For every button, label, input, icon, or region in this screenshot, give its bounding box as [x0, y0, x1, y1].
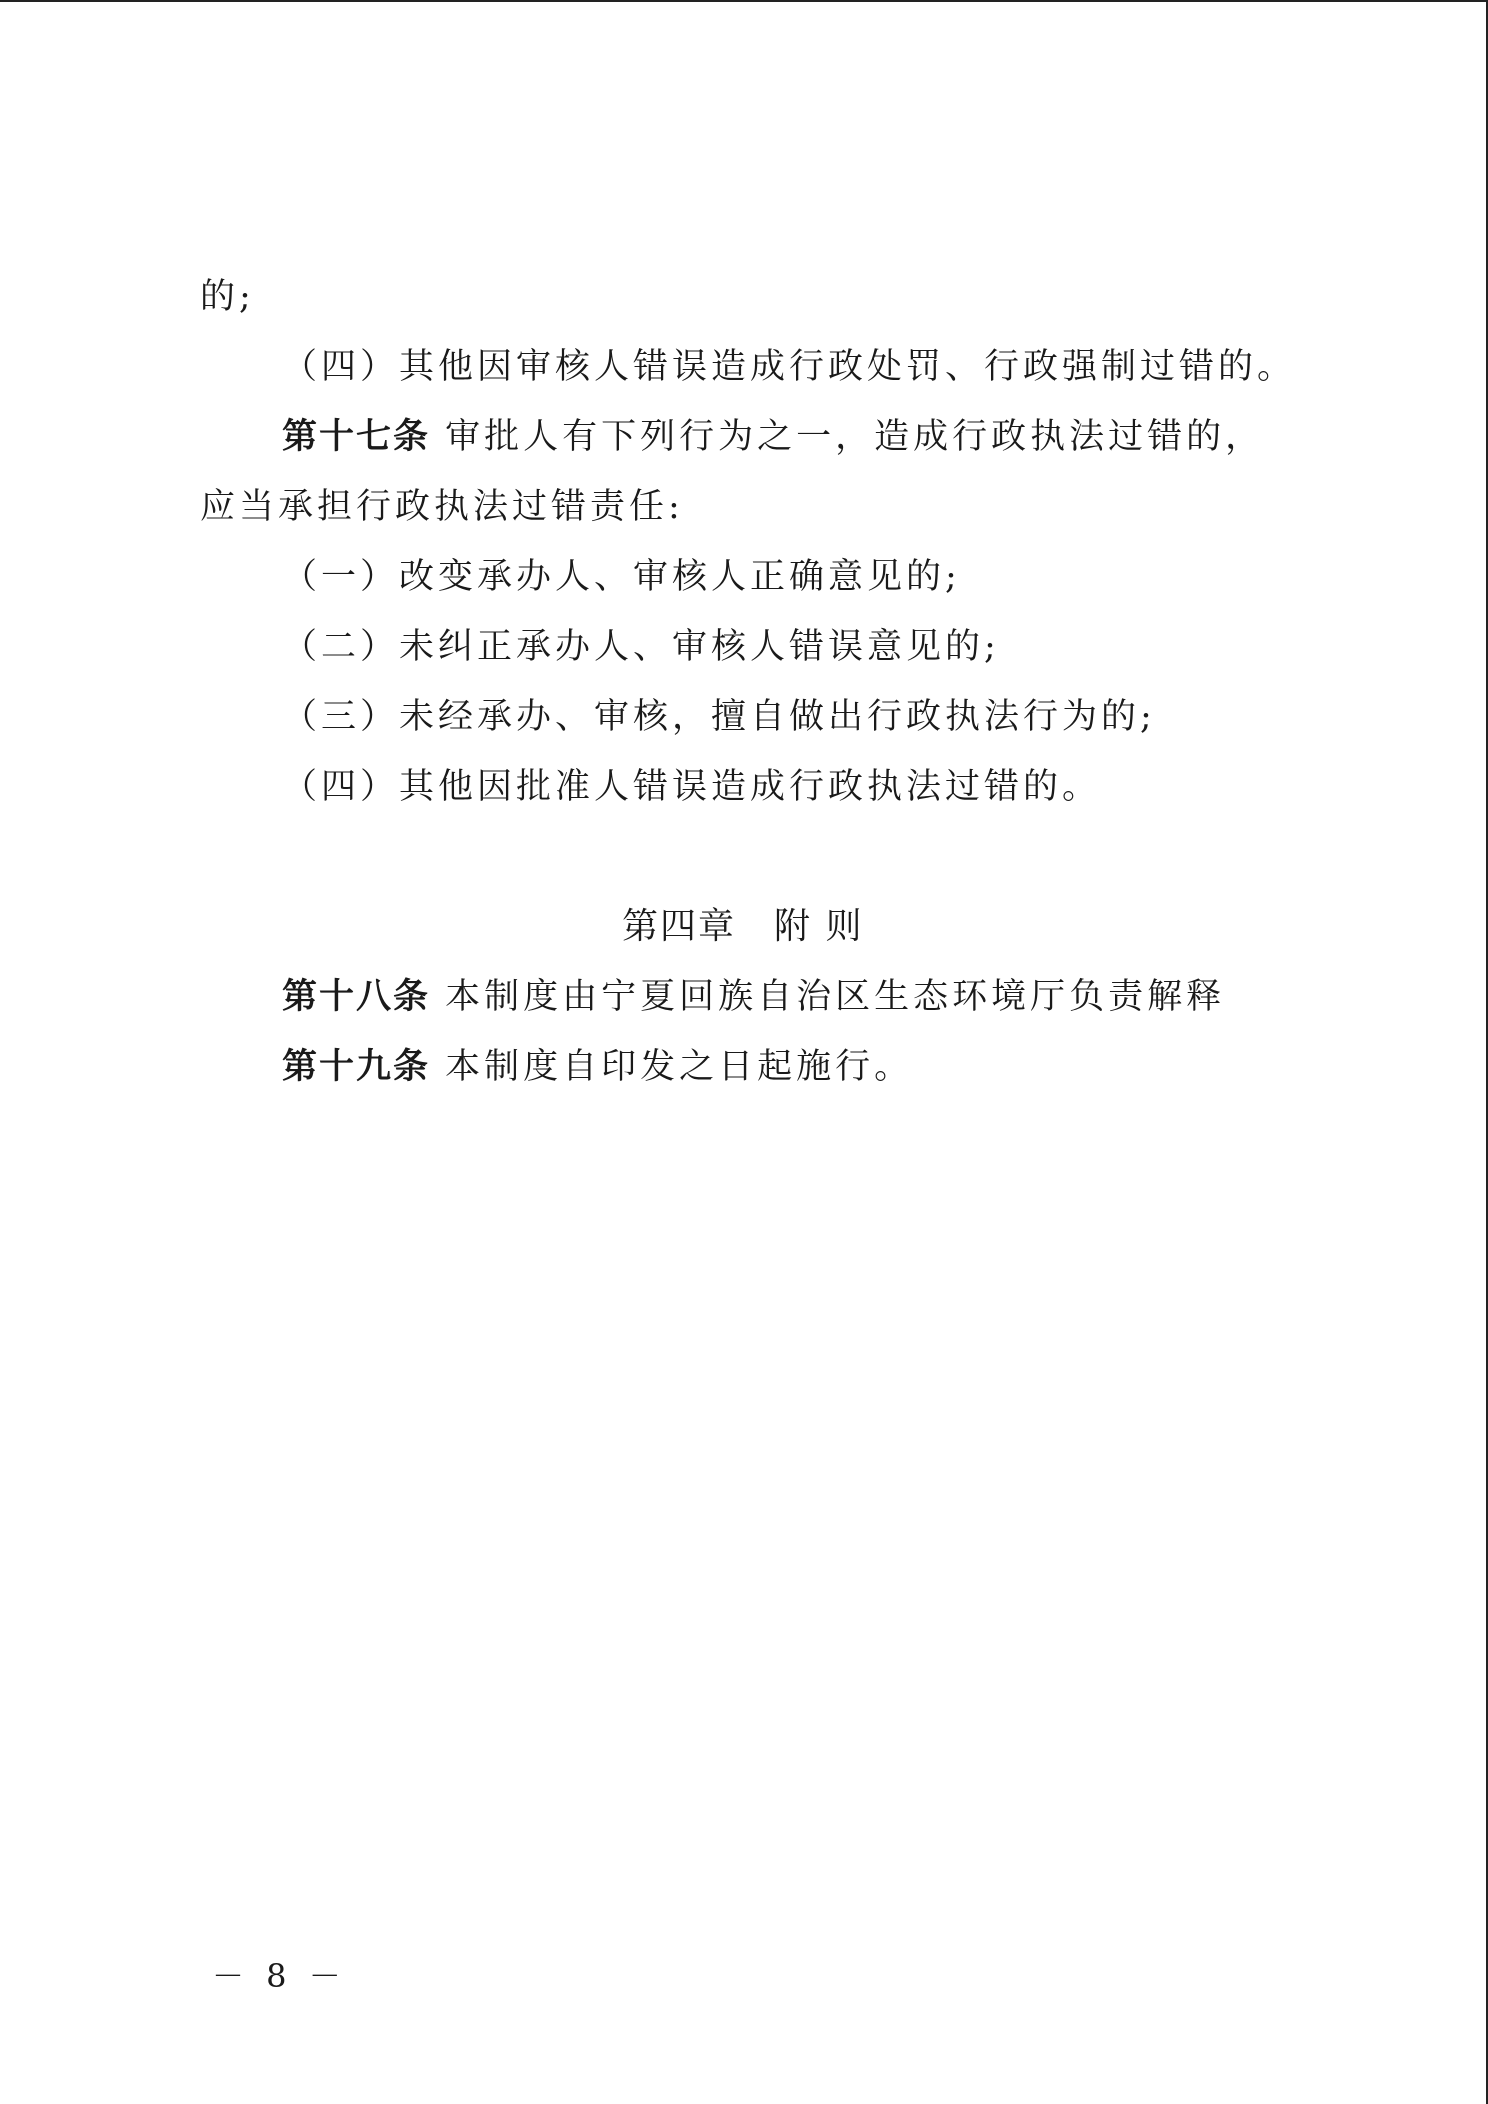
text-line-7: （三）未经承办、审核，擅自做出行政执法行为的; — [282, 697, 1156, 737]
text-line-2: （四）其他因审核人错误造成行政处罚、行政强制过错的。 — [282, 347, 1297, 387]
page-border-top — [0, 0, 1488, 2]
chapter-heading: 第四章 附 则 — [622, 906, 864, 947]
article-18-line — [282, 972, 1225, 1022]
article-19-label: 第十九条 — [282, 1047, 431, 1087]
text-line-8: （四）其他因批准人错误造成行政执法过错的。 — [282, 767, 1102, 807]
article-19-line — [282, 1042, 913, 1092]
page-number: － 8 － — [212, 1957, 347, 1995]
article-17-line — [282, 412, 1264, 462]
article-18-text: 本制度由宁夏回族自治区生态环境厅负责解释 — [430, 977, 1226, 1017]
article-18-label: 第十八条 — [282, 977, 431, 1017]
text-line-1: 的; — [200, 277, 255, 317]
article-17-text: 审批人有下列行为之一，造成行政执法过错的， — [430, 417, 1265, 457]
text-line-4: 应当承担行政执法过错责任: — [200, 487, 684, 527]
text-line-5: （一）改变承办人、审核人正确意见的; — [282, 557, 961, 597]
article-17-label: 第十七条 — [282, 417, 431, 457]
text-line-6: （二）未纠正承办人、审核人错误意见的; — [282, 627, 1000, 667]
article-19-text: 本制度自印发之日起施行。 — [430, 1047, 914, 1087]
